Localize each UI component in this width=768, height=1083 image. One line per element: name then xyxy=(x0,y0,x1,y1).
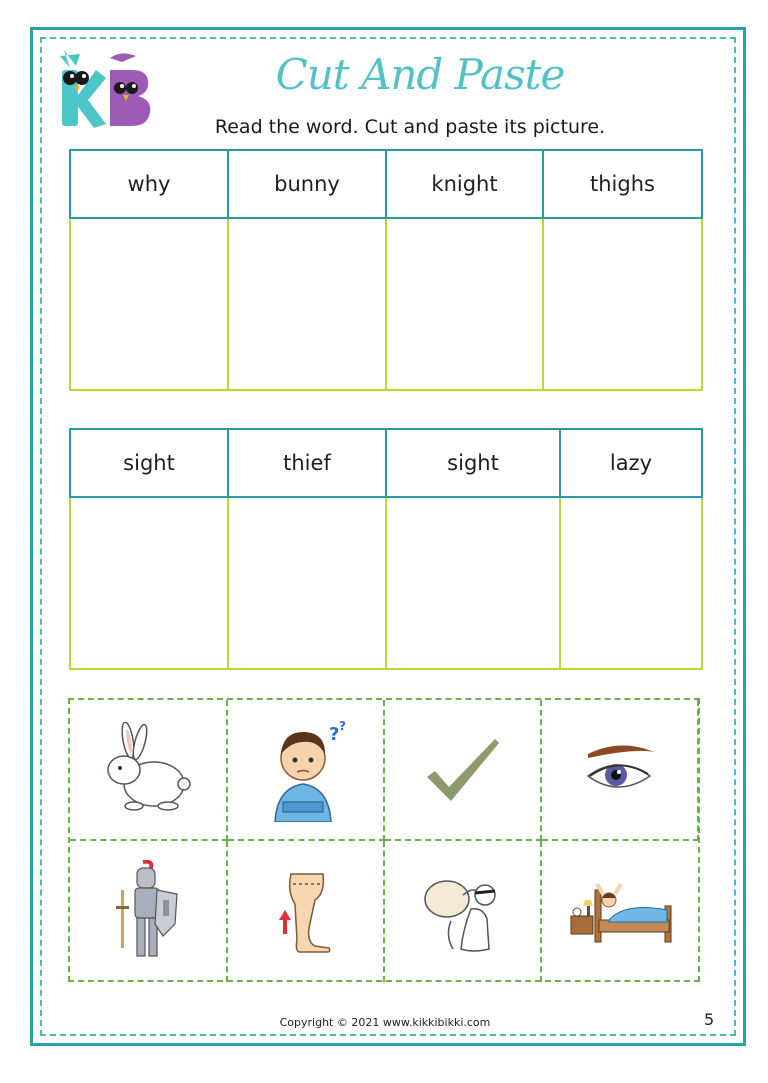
thief-sack-icon xyxy=(423,869,503,955)
word-cell: knight xyxy=(386,150,543,218)
cutout-knight[interactable] xyxy=(70,841,228,982)
cutout-checkmark[interactable] xyxy=(385,700,542,841)
word-row xyxy=(70,150,702,218)
copyright-text: Copyright © 2021 www.kikkibikki.com xyxy=(279,1016,491,1029)
svg-text:?: ? xyxy=(328,723,339,745)
word-cell: lazy xyxy=(560,429,702,497)
word-table-1 xyxy=(69,149,703,391)
word-cell: sight xyxy=(386,429,560,497)
word-cell: why xyxy=(70,150,228,218)
paste-row xyxy=(70,218,702,390)
paste-box[interactable] xyxy=(70,218,228,390)
paste-box[interactable] xyxy=(228,497,386,669)
svg-text:?: ? xyxy=(338,718,346,733)
cutout-eye[interactable] xyxy=(542,700,699,841)
knight-icon xyxy=(113,860,183,964)
bunny-icon xyxy=(98,722,198,818)
cutout-confused-boy[interactable] xyxy=(228,700,385,841)
confused-boy-icon xyxy=(261,718,351,822)
word-cell: thighs xyxy=(543,150,702,218)
paste-box[interactable] xyxy=(228,218,386,390)
worksheet-instruction: Read the word. Cut and paste its picture. xyxy=(214,116,606,138)
cutout-bunny[interactable] xyxy=(70,700,228,841)
paste-box[interactable] xyxy=(70,497,228,669)
word-cell: bunny xyxy=(228,150,386,218)
eye-icon xyxy=(584,740,656,800)
paste-box[interactable] xyxy=(386,218,543,390)
page-number: 5 xyxy=(704,1010,715,1029)
cutout-thief[interactable] xyxy=(385,841,542,982)
word-cell: thief xyxy=(228,429,386,497)
paste-box[interactable] xyxy=(386,497,560,669)
word-row xyxy=(70,429,702,497)
word-cell: sight xyxy=(70,429,228,497)
word-table-2 xyxy=(69,428,703,670)
cutout-thigh-leg[interactable] xyxy=(228,841,385,982)
cutout-lazy-bed[interactable] xyxy=(542,841,699,982)
worksheet-title: Cut And Paste xyxy=(275,50,565,99)
paste-row xyxy=(70,497,702,669)
kb-birds-logo-icon xyxy=(52,48,156,130)
paste-box[interactable] xyxy=(543,218,702,390)
checkmark-icon xyxy=(423,735,503,805)
paste-box[interactable] xyxy=(560,497,702,669)
cutout-picture-grid xyxy=(68,698,700,982)
lazy-bed-icon xyxy=(569,880,673,944)
thigh-leg-icon xyxy=(271,870,341,954)
